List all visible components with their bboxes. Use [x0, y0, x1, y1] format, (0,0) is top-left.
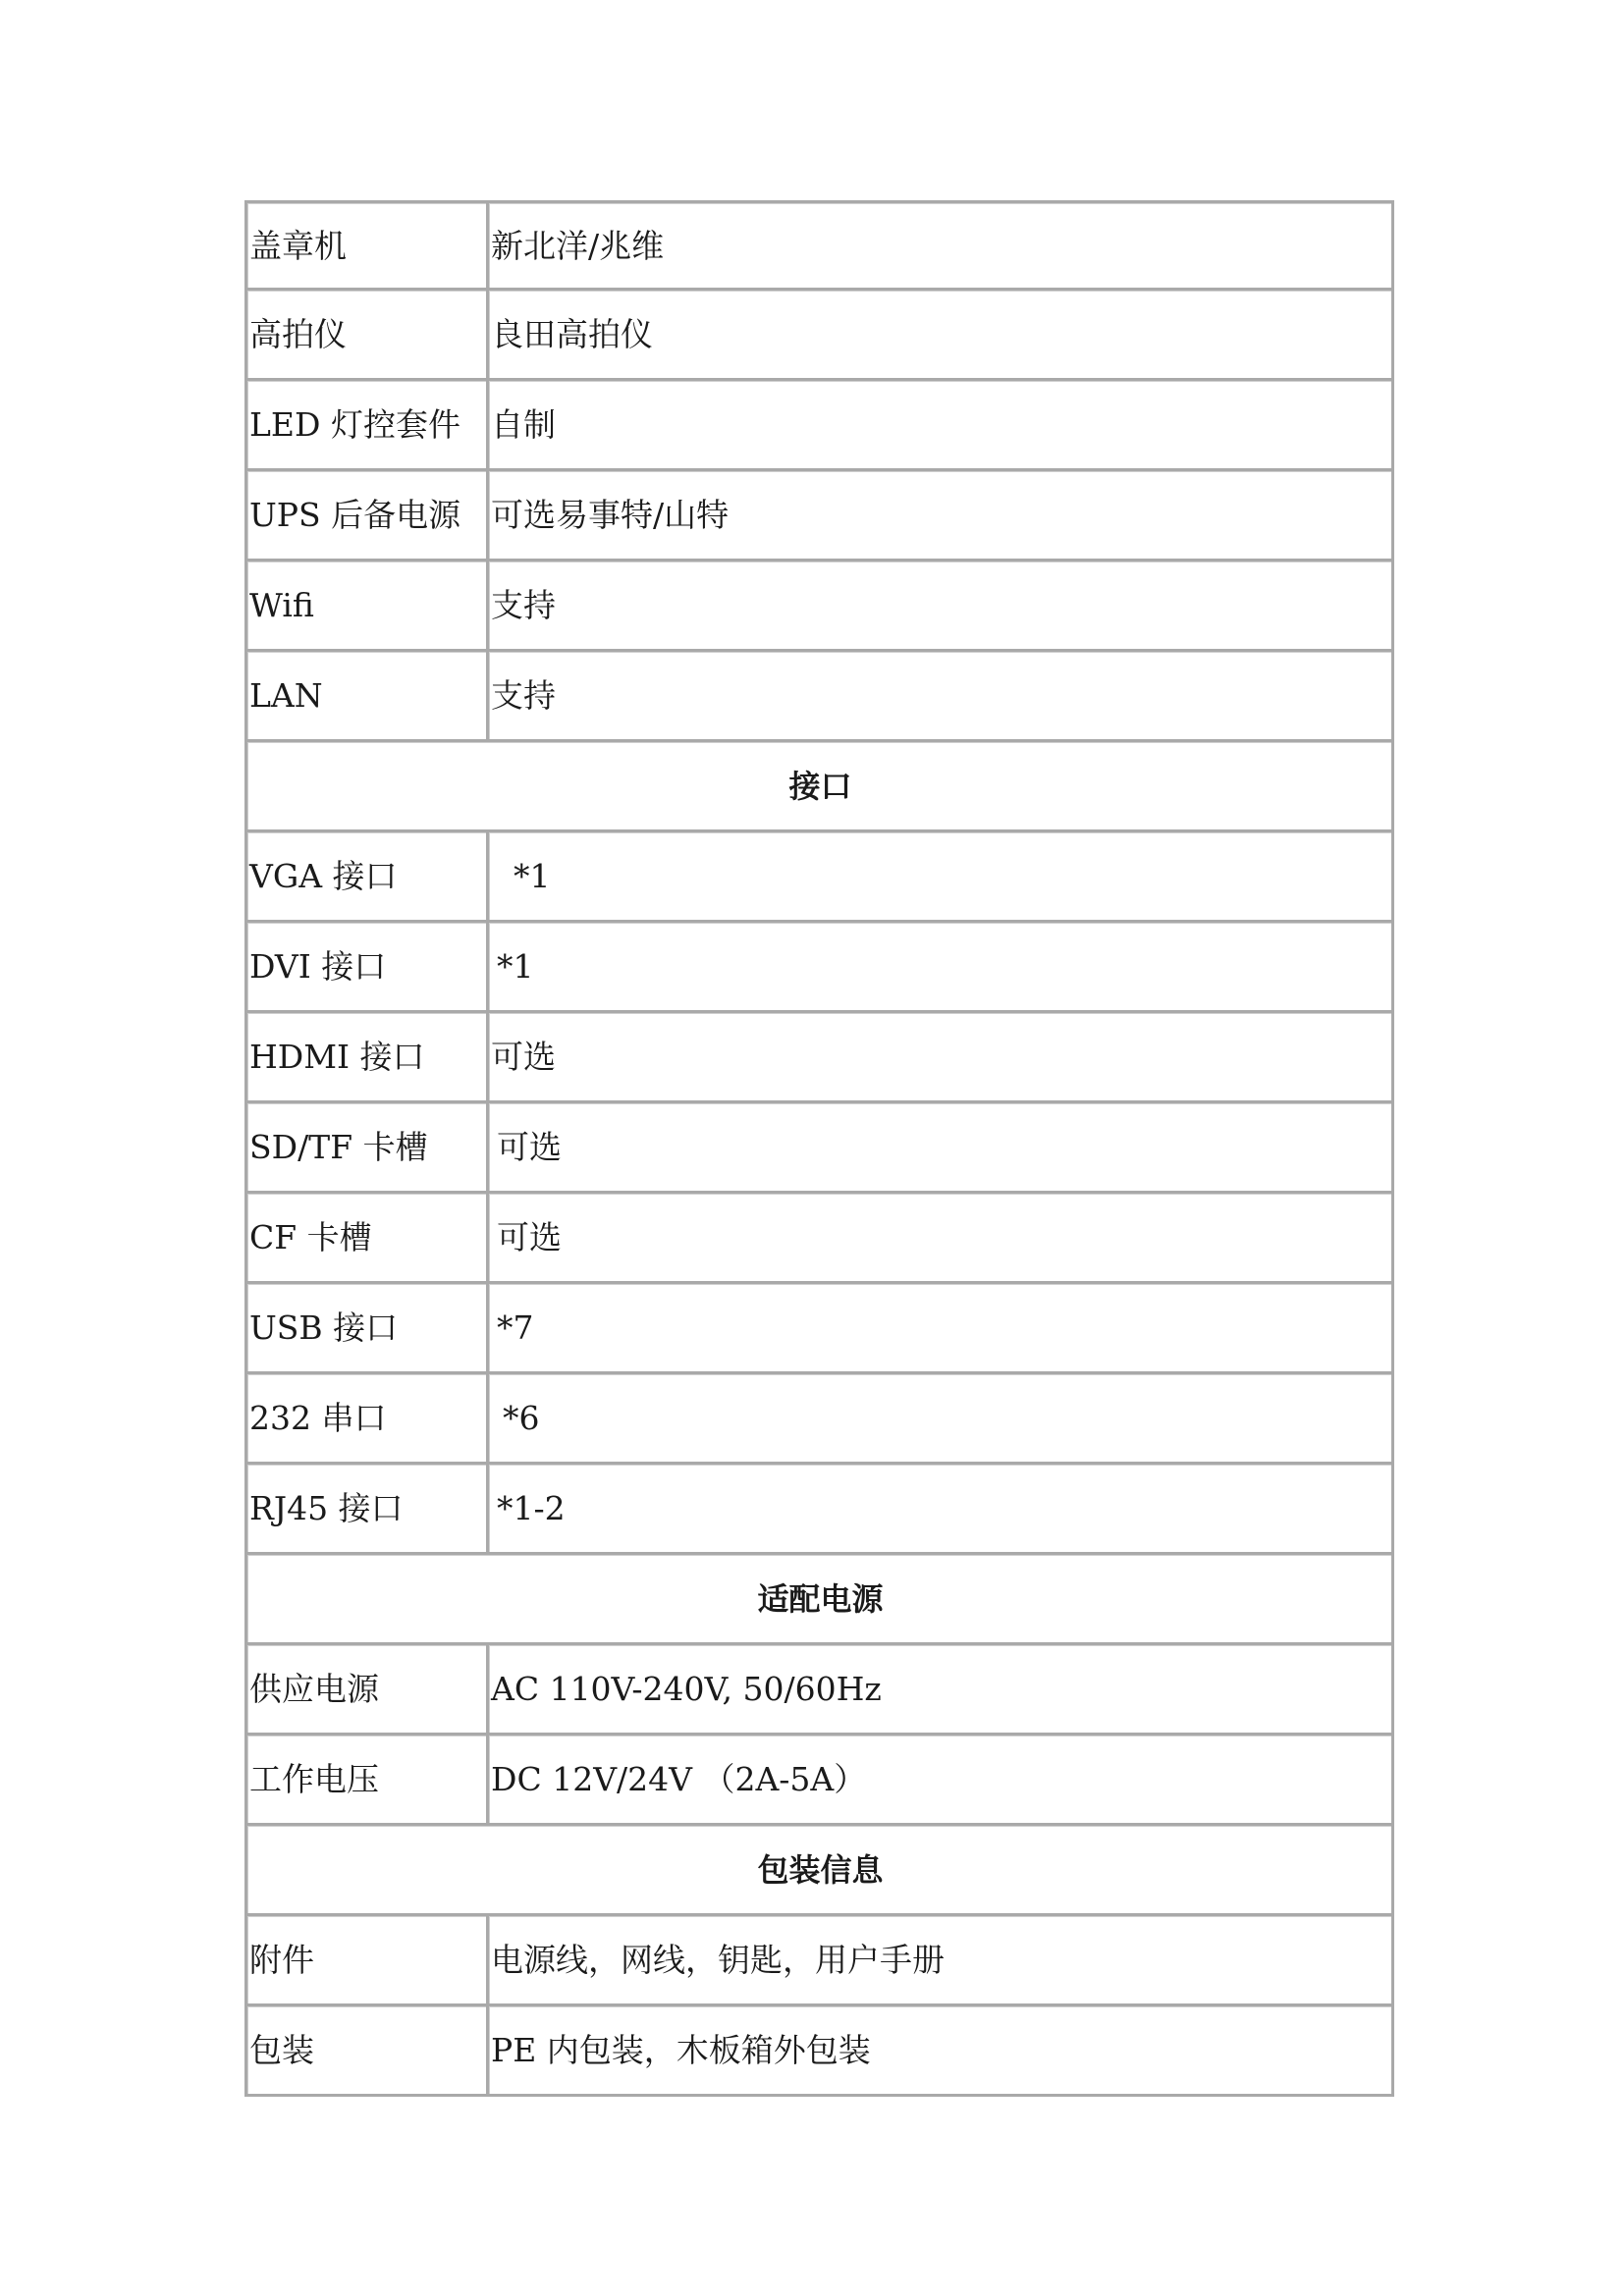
row-value: 自制	[489, 381, 1394, 471]
row-label: SD/TF 卡槽	[244, 1103, 489, 1194]
table-row	[244, 1103, 1394, 1194]
row-label: LED 灯控套件	[244, 381, 489, 471]
table-row	[244, 1284, 1394, 1374]
section-header-packaging: 包装信息	[244, 1826, 1394, 1916]
row-label: 高拍仪	[244, 291, 489, 381]
table-row	[244, 1735, 1394, 1826]
table-row	[244, 1374, 1394, 1465]
table-row	[244, 381, 1394, 471]
section-header-power: 适配电源	[244, 1555, 1394, 1645]
table-row	[244, 652, 1394, 742]
row-label: 工作电压	[244, 1735, 489, 1826]
row-label: 盖章机	[244, 200, 489, 291]
section-header-interfaces: 接口	[244, 742, 1394, 832]
row-label: 供应电源	[244, 1645, 489, 1735]
row-label: RJ45 接口	[244, 1465, 489, 1555]
row-label: UPS 后备电源	[244, 471, 489, 561]
row-label: VGA 接口	[244, 832, 489, 923]
table-row	[244, 2006, 1394, 2097]
row-label: 232 串口	[244, 1374, 489, 1465]
row-value: 良田高拍仪	[489, 291, 1394, 381]
table-row	[244, 561, 1394, 652]
row-label: 包装	[244, 2006, 489, 2097]
row-value: 电源线，网线，钥匙，用户手册	[489, 1916, 1394, 2006]
table-row	[244, 1916, 1394, 2006]
table-row	[244, 291, 1394, 381]
row-value: 可选	[489, 1103, 1394, 1194]
row-value: *1-2	[489, 1465, 1394, 1555]
table-row	[244, 1465, 1394, 1555]
row-value: *1	[489, 923, 1394, 1013]
section-header-row	[244, 1555, 1394, 1645]
table-row	[244, 1645, 1394, 1735]
section-header-row	[244, 742, 1394, 832]
row-label: USB 接口	[244, 1284, 489, 1374]
row-value: 支持	[489, 652, 1394, 742]
row-label: DVI 接口	[244, 923, 489, 1013]
row-label: HDMI 接口	[244, 1013, 489, 1103]
row-value: PE 内包装，木板箱外包装	[489, 2006, 1394, 2097]
row-value: AC 110V-240V, 50/60Hz	[489, 1645, 1394, 1735]
section-header-row	[244, 1826, 1394, 1916]
row-value: 可选	[489, 1194, 1394, 1284]
table-row	[244, 1194, 1394, 1284]
row-value: *7	[489, 1284, 1394, 1374]
table-row	[244, 200, 1394, 291]
row-value: 新北洋/兆维	[489, 200, 1394, 291]
row-label: CF 卡槽	[244, 1194, 489, 1284]
spec-table	[244, 200, 1394, 2097]
row-label: 附件	[244, 1916, 489, 2006]
table-row	[244, 832, 1394, 923]
row-value: DC 12V/24V （2A-5A）	[489, 1735, 1394, 1826]
table-row	[244, 923, 1394, 1013]
table-row	[244, 1013, 1394, 1103]
row-value: *1	[489, 832, 1394, 923]
row-value: *6	[489, 1374, 1394, 1465]
row-value: 可选易事特/山特	[489, 471, 1394, 561]
table-row	[244, 471, 1394, 561]
row-label: LAN	[244, 652, 489, 742]
row-value: 支持	[489, 561, 1394, 652]
row-label: Wifi	[244, 561, 489, 652]
row-value: 可选	[489, 1013, 1394, 1103]
